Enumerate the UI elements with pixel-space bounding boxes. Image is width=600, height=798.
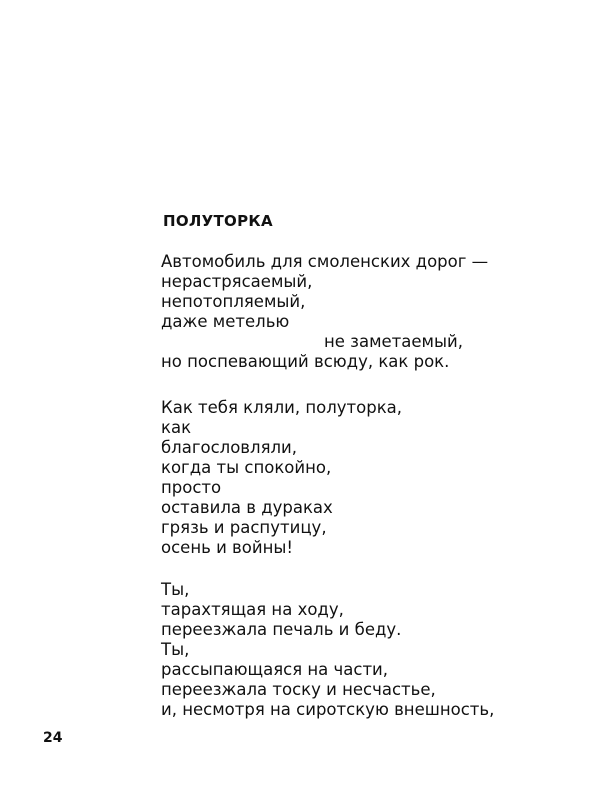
poem-line: рассыпающаяся на части, [161, 660, 389, 679]
poem-line: но поспевающий всюду, как рок. [161, 352, 450, 371]
poem-line: Ты, [161, 580, 190, 599]
poem-line: нерастрясаемый, [161, 272, 313, 291]
poem-line: оставила в дураках [161, 498, 333, 517]
poem-line: как [161, 418, 192, 437]
poem-line-indented: не заметаемый, [324, 332, 463, 351]
page-number: 24 [43, 730, 63, 746]
poem-line: Как тебя кляли, полуторка, [161, 398, 403, 417]
poem-line: Автомобиль для смоленских дорог — [161, 252, 489, 271]
poem-line: непотопляемый, [161, 292, 306, 311]
stanza-1 [161, 252, 488, 372]
poem-line: даже метелью [161, 312, 290, 331]
poem-line: грязь и распутицу, [161, 518, 327, 537]
poem-line: осень и войны! [161, 538, 294, 557]
poem-line: и, несмотря на сиротскую внешность, [161, 700, 495, 719]
stanza-3 [161, 580, 494, 720]
stanza-2 [161, 398, 402, 558]
poem-line: переезжала тоску и несчастье, [161, 680, 436, 699]
poem-line: просто [161, 478, 222, 497]
poem-line: благословляли, [161, 438, 298, 457]
poem-line: тарахтящая на ходу, [161, 600, 344, 619]
poem-line: Ты, [161, 640, 190, 659]
poem-title: ПОЛУТОРКА [163, 212, 273, 230]
poem-line: когда ты спокойно, [161, 458, 332, 477]
poem-line: переезжала печаль и беду. [161, 620, 402, 639]
